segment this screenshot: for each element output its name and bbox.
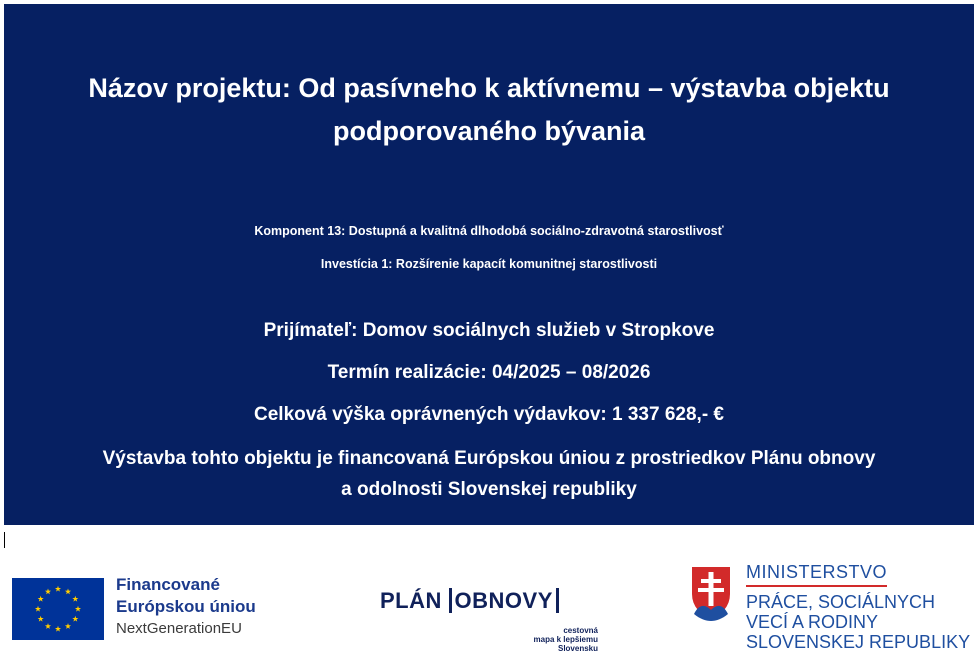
obnovy-word: OBNOVY <box>449 588 559 613</box>
project-banner <box>4 4 974 525</box>
eu-logo-text <box>116 574 256 640</box>
project-title-line1: Názov projektu: Od pasívneho k aktívnemu – výstavba objektu <box>88 73 890 103</box>
eu-logo-line1: Financované <box>116 575 220 594</box>
plan-obnovy-tagline <box>534 626 598 653</box>
ministry-line2: PRÁCE, SOCIÁLNYCH <box>746 592 936 612</box>
plan-tag-line3: Slovensku <box>557 644 598 653</box>
funding-text-line1: Výstavba tohto objektu je financovaná Európskou úniou z prostriedkov Plánu obnovy <box>102 448 876 469</box>
eu-star-icon <box>75 606 81 612</box>
eu-star-icon <box>72 616 78 622</box>
eu-star-icon <box>65 588 71 594</box>
ministry-line4: SLOVENSKEJ REPUBLIKY <box>746 632 971 652</box>
eu-logo-line2: Európskou úniou <box>116 597 256 616</box>
ministry-line3: VECÍ A RODINY <box>746 612 879 632</box>
term-text: Termín realizácie: 04/2025 – 08/2026 <box>327 362 651 383</box>
project-title <box>4 67 974 153</box>
eu-star-icon <box>38 616 44 622</box>
plan-obnovy-logo <box>380 588 600 654</box>
eu-star-icon <box>55 626 61 632</box>
ministry-heading: MINISTERSTVO <box>746 562 887 587</box>
recipient-text: Prijímateľ: Domov sociálnych služieb v Stropkove <box>263 320 715 341</box>
eu-star-icon <box>38 596 44 602</box>
eu-funding-logo <box>10 570 322 646</box>
plan-tag-line2: mapa k lepšiemu <box>533 635 598 644</box>
plan-tag-line1: cestovná <box>563 626 598 635</box>
eu-star-icon <box>45 623 51 629</box>
ministry-name <box>746 592 970 652</box>
text-cursor <box>4 532 5 548</box>
project-title-line2: podporovaného bývania <box>332 116 646 146</box>
eu-star-icon <box>35 606 41 612</box>
ministry-logo <box>688 562 978 656</box>
component-text: Komponent 13: Dostupná a kvalitná dlhodobá sociálno-zdravotná starostlivosť <box>254 224 724 238</box>
plan-obnovy-wordmark <box>380 588 559 614</box>
expenses-text: Celková výška oprávnených výdavkov: 1 337 628,- € <box>254 404 724 425</box>
plan-word: PLÁN <box>380 588 442 613</box>
eu-star-icon <box>72 596 78 602</box>
slovak-coat-of-arms-icon <box>688 564 734 622</box>
eu-star-icon <box>55 586 61 592</box>
funding-text-line2: a odolnosti Slovenskej republiky <box>341 479 637 500</box>
eu-flag-icon <box>12 578 104 640</box>
eu-logo-line3: NextGenerationEU <box>116 620 242 637</box>
investment-text: Investícia 1: Rozšírenie kapacít komunitnej starostlivosti <box>320 257 658 271</box>
eu-stars-icon <box>12 578 104 640</box>
eu-star-icon <box>65 623 71 629</box>
eu-star-icon <box>45 588 51 594</box>
